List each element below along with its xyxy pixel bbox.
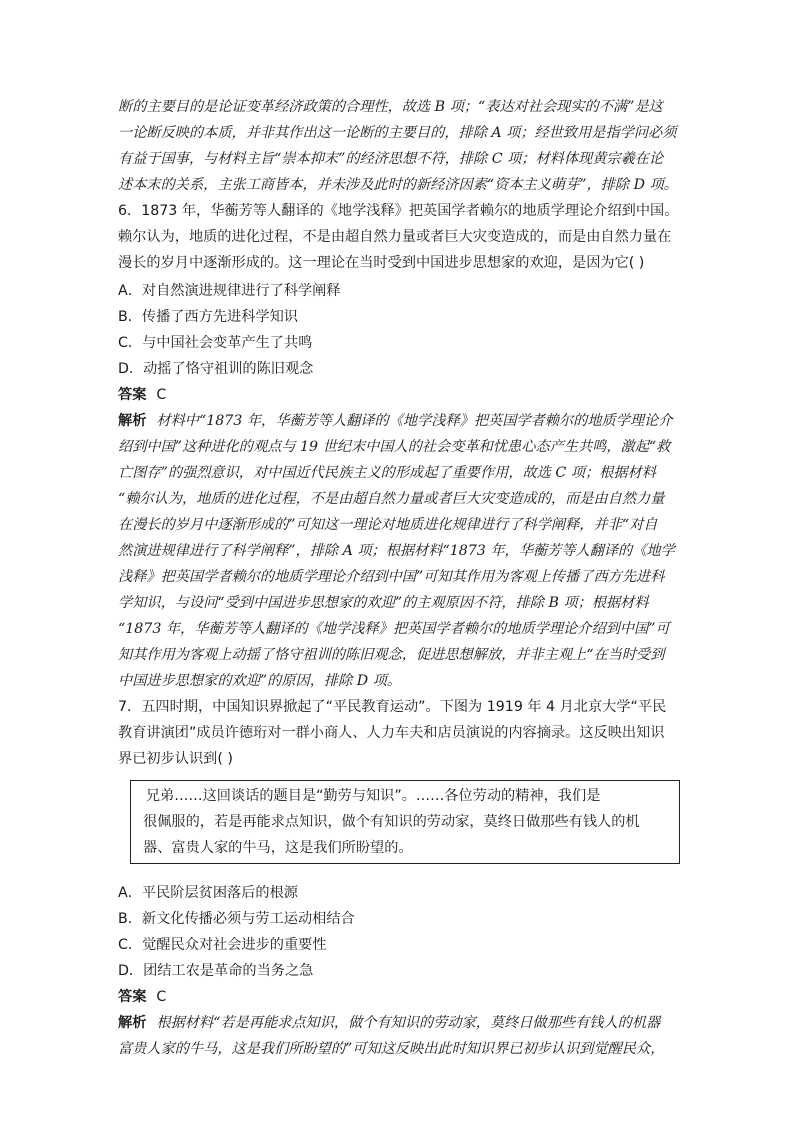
analysis-line [118, 1010, 684, 1036]
answer-label: 答案 [118, 989, 147, 1005]
question-stem-line: 教育讲演团”成员许德珩对一群小商人、人力车夫和店员演说的内容摘录。这反映出知识 [118, 725, 665, 741]
document-page [118, 94, 684, 1062]
analysis-line: “1873 年，华蘅芳等人翻译的《地学浅释》把英国学者赖尔的地质学理论介绍到中国”可 [118, 621, 670, 637]
analysis-text: 根据材料“若是再能求点知识，做个有知识的劳动家，莫终日做那些有钱人的机器 [156, 1015, 661, 1031]
option-a: A．平民阶层贫困落后的根源 [118, 885, 298, 901]
question-stem-line: 6．1873 年，华蘅芳等人翻译的《地学浅释》把英国学者赖尔的地质学理论介绍到中国。 [118, 203, 679, 219]
option-d: D．团结工农是革命的当务之急 [118, 963, 314, 979]
question-stem-line: 漫长的岁月中逐渐形成的。这一理论在当时受到中国进步思想家的欢迎，是因为它( ) [118, 255, 645, 271]
analysis-line: “赖尔认为，地质的进化过程，不是由超自然力量或者巨大灾变造成的，而是由自然力量 [118, 491, 665, 507]
text-line: 述本末的关系，主张工商皆本，并未涉及此时的新经济因素“资本主义萌芽”，排除 D 项。 [118, 177, 678, 193]
analysis-line: 学知识，与设问“受到中国进步思想家的欢迎”的主观原因不符，排除 B 项；根据材料 [118, 595, 649, 611]
answer-value: C [156, 989, 167, 1005]
analysis-label: 解析 [118, 413, 147, 429]
analysis-line: 富贵人家的牛马，这是我们所盼望的”可知这反映出此时知识界已初步认识到觉醒民众， [118, 1041, 665, 1057]
analysis-text: 材料中“1873 年，华蘅芳等人翻译的《地学浅释》把英国学者赖尔的地质学理论介 [156, 413, 673, 429]
analysis-line: 知其作用为客观上动摇了恪守祖训的陈旧观念，促进思想解放，并非主观上“在当时受到 [118, 647, 665, 663]
question-stem-line: 界已初步认识到( ) [118, 751, 233, 767]
analysis-line: 在漫长的岁月中逐渐形成的”可知这一理论对地质进化规律进行了科学阐释，并非“对自 [118, 517, 658, 533]
analysis-line [118, 408, 684, 434]
analysis-line: 亡图存”的强烈意识，对中国近代民族主义的形成起了重要作用，故选 C 项；根据材料 [118, 465, 656, 481]
answer-line [118, 382, 684, 408]
previous-analysis [118, 94, 684, 198]
option-b: B．传播了西方先进科学知识 [118, 309, 298, 325]
option-c: C．觉醒民众对社会进步的重要性 [118, 937, 327, 953]
analysis-line: 然演进规律进行了科学阐释”，排除 A 项；根据材料“1873 年，华蘅芳等人翻译的《地学 [118, 543, 675, 559]
question-7 [118, 694, 684, 1062]
quote-line: 兄弟……这回谈话的题目是“勤劳与知识”。……各位劳动的精神，我们是 [145, 788, 601, 804]
text-line: 断的主要目的是论证变革经济政策的合理性，故选 B 项；“表达对社会现实的不满”是这 [118, 99, 663, 115]
option-a: A．对自然演进规律进行了科学阐释 [118, 283, 341, 299]
answer-line [118, 984, 684, 1010]
question-stem-line: 7．五四时期，中国知识界掀起了“平民教育运动”。下图为 1919 年 4 月北京大学“平民 [118, 699, 667, 715]
option-b: B．新文化传播必须与劳工运动相结合 [118, 911, 355, 927]
text-line: 有益于国事，与材料主旨“崇本抑末”的经济思想不符，排除 C 项；材料体现黄宗羲在论 [118, 151, 664, 167]
quote-line: 很佩服的，若是再能求点知识，做个有知识的劳动家，莫终日做那些有钱人的机 [143, 814, 640, 830]
analysis-line: 浅释》把英国学者赖尔的地质学理论介绍到中国”可知其作用为客观上传播了西方先进科 [118, 569, 665, 585]
question-6 [118, 198, 684, 694]
answer-value: C [156, 387, 167, 403]
quote-box [130, 780, 680, 864]
option-d: D．动摇了恪守祖训的陈旧观念 [118, 361, 314, 377]
analysis-label: 解析 [118, 1015, 147, 1031]
analysis-line: 绍到中国”这种进化的观点与 19 世纪末中国人的社会变革和忧患心态产生共鸣，激起“救 [118, 439, 671, 455]
analysis-line: 中国进步思想家的欢迎”的原因，排除 D 项。 [118, 673, 402, 689]
text-line: 一论断反映的本质，并非其作出这一论断的主要目的，排除 A 项；经世致用是指学问必须 [118, 125, 677, 141]
option-c: C．与中国社会变革产生了共鸣 [118, 335, 313, 351]
answer-label: 答案 [118, 387, 147, 403]
quote-line: 器、富贵人家的牛马，这是我们所盼望的。 [143, 840, 413, 856]
question-stem-line: 赖尔认为，地质的进化过程，不是由超自然力量或者巨大灾变造成的，而是由自然力量在 [118, 229, 672, 245]
